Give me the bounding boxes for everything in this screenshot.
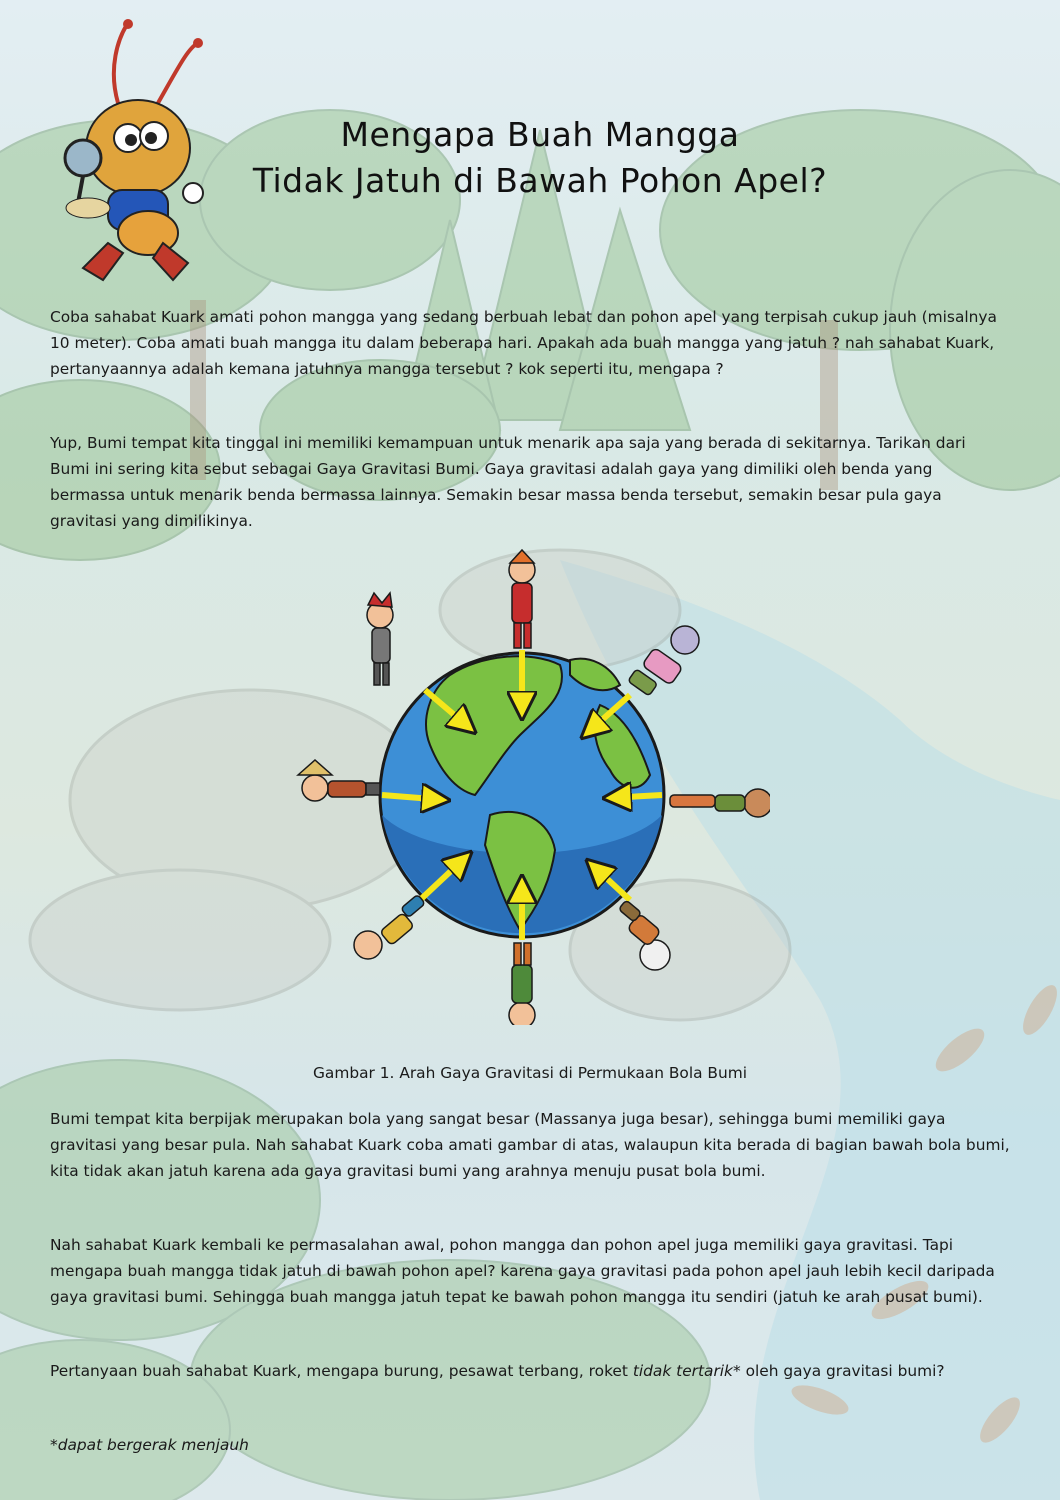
footnote-mark: * xyxy=(50,1436,58,1454)
child-top-left xyxy=(367,593,393,685)
child-bottom-right xyxy=(618,900,670,970)
title-line-2: Tidak Jatuh di Bawah Pohon Apel? xyxy=(252,161,828,200)
child-top xyxy=(509,550,535,648)
question-text-end: * oleh gaya gravitasi bumi? xyxy=(732,1362,945,1380)
earth-gravity-figure xyxy=(290,545,770,1025)
child-bottom-left xyxy=(354,894,425,959)
page-title xyxy=(180,112,900,204)
paragraph-intro: Coba sahabat Kuark amati pohon mangga yang sedang berbuah lebat dan pohon apel yang terpisah cukup jauh (misalnya 10 meter). Coba amati buah mangga itu dalam beberapa hari. Apakah ada buah mangga yang jatuh ? nah sahabat Kuark, pertanyaannya adalah kemana jatuhnya mangga tersebut ? kok seperti itu, mengapa ? xyxy=(50,308,997,378)
title-line-1: Mengapa Buah Mangga xyxy=(340,115,740,154)
figure-caption: Gambar 1. Arah Gaya Gravitasi di Permukaan Bola Bumi xyxy=(312,1064,748,1082)
paragraph-question xyxy=(50,1358,1010,1384)
child-right xyxy=(670,789,770,817)
question-italic: tidak tertarik xyxy=(632,1362,733,1380)
footnote-text: dapat bergerak menjauh xyxy=(57,1436,249,1454)
child-top-right xyxy=(628,626,699,696)
paragraph-earth-ball: Bumi tempat kita berpijak merupakan bola yang sangat besar (Massanya juga besar), sehingga bumi memiliki gaya gravitasi yang besar pula. Nah sahabat Kuark coba amati gambar di atas, walaupun kita berada di bagian bawah bola bumi, kita tidak akan jatuh karena ada gaya gravitasi bumi yang arahnya menuju pusat bola bumi. xyxy=(50,1110,1010,1180)
paragraph-gravity-definition: Yup, Bumi tempat kita tinggal ini memiliki kemampuan untuk menarik apa saja yang berada di sekitarnya. Tarikan dari Bumi ini sering kita sebut sebagai Gaya Gravitasi Bumi. Gaya gravitasi adalah gaya yang dimiliki oleh benda yang bermassa untuk menarik benda bermassa lainnya. Semakin besar massa benda tersebut, semakin besar pula gaya gravitasi yang dimilikinya. xyxy=(50,434,966,530)
child-left xyxy=(298,760,380,801)
gravity-arrow-icon xyxy=(608,795,662,798)
footnote xyxy=(50,1432,1010,1458)
paragraph-mango-explanation: Nah sahabat Kuark kembali ke permasalahan awal, pohon mangga dan pohon apel juga memiliki gaya gravitasi. Tapi mengapa buah mangga tidak jatuh di bawah pohon apel? karena gaya gravitasi pada pohon apel jauh lebih kecil daripada gaya gravitasi bumi. Sehingga buah mangga jatuh tepat ke bawah pohon mangga itu sendiri (jatuh ke arah pusat bumi). xyxy=(50,1236,995,1306)
question-text-start: Pertanyaan buah sahabat Kuark, mengapa burung, pesawat terbang, roket xyxy=(50,1362,633,1380)
child-bottom xyxy=(509,943,535,1025)
